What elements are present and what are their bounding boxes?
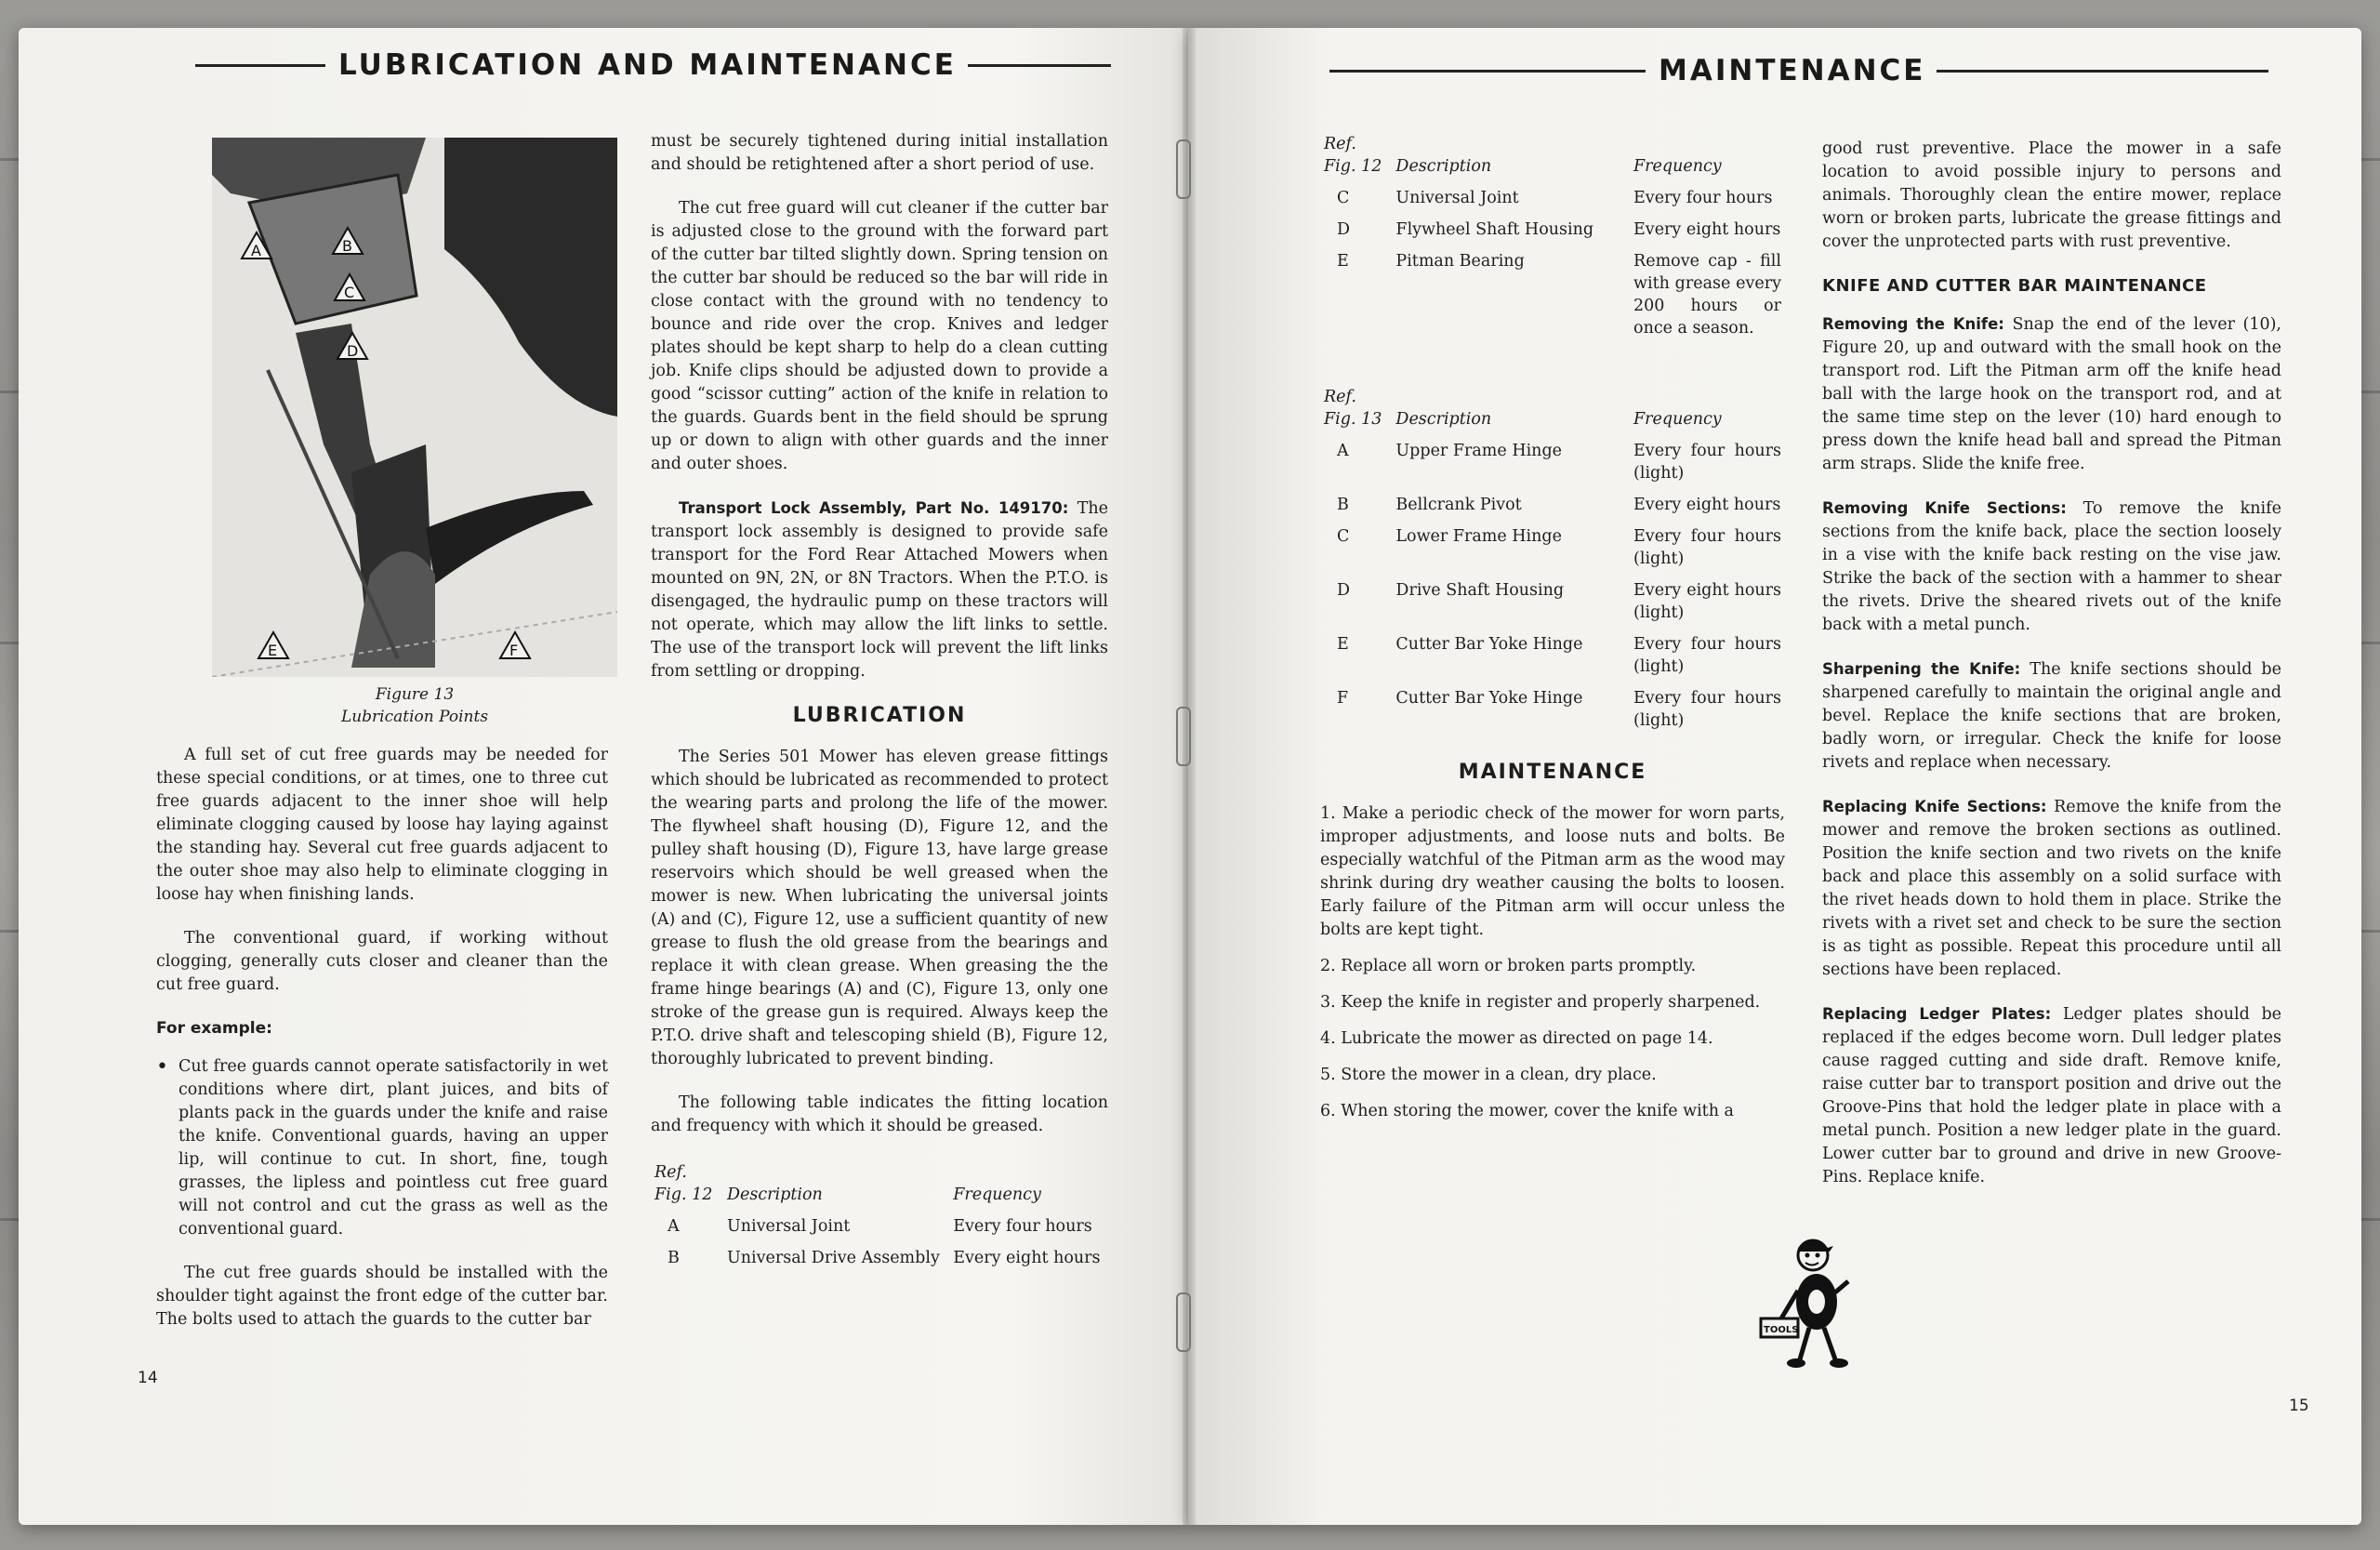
row-ref: F (1337, 689, 1349, 708)
table-row (1320, 630, 1785, 684)
row-frequency: Every eight hours (953, 1249, 1101, 1267)
ref-label: Ref. (1324, 388, 1356, 406)
table-header-row (651, 1159, 1108, 1212)
table-intro-paragraph: The following table indicates the fitting location and frequency with which it should be greased. (651, 1093, 1108, 1135)
maintenance-heading: MAINTENANCE (1458, 761, 1647, 784)
table-row (1320, 437, 1785, 491)
row-ref: E (1337, 635, 1349, 654)
row-description: Upper Frame Hinge (1395, 442, 1563, 460)
row-frequency: Every four hours (light) (1633, 527, 1781, 568)
replacing-ledger-text: Ledger plates should be replaced if the edges become worn. Dull ledger plates cause ragged cutting and side draft. Remove knife, raise cutter bar to transport position and drive out the Groove-Pins that hold the ledger plate in place with a metal punch. Position a new ledger plate in the guard. Lower cutter bar to ground and drive in new Groove-Pins. Replace knife. (1822, 1005, 2281, 1186)
example-bullet: • Cut free guards cannot operate satisfactorily in wet conditions where dirt, plant juices, and bits of plants pack in the guards under the knife and raise the knife. Conventional guards, having an upper lip, will continue to cut. In short, fine, tough grasses, the lipless and pointless cut free guard will not control and cut the grass as well as the conventional guard. (156, 1055, 608, 1241)
row-description: Drive Shaft Housing (1395, 581, 1565, 600)
cutter-bar-adjustment-paragraph: The cut free guard will cut cleaner if the cutter bar is adjusted close to the ground with the forward part of the cutter bar tilted slightly down. Spring tension on the cutter bar should be reduced so the bar will ride in close contact with the ground with no tendency to bounce and ride over the crop. Knives and ledger plates should be kept sharp to help do a clean cutting job. Knife clips should be adjusted down to provide a good “scissor cutting” action of the knife in relation to the guards. Guards bent in the field should be sprung up or down to align with other guards and the inner and outer shoes. (651, 199, 1108, 473)
svg-text:C: C (344, 284, 355, 301)
row-frequency: Every four hours (light) (1633, 442, 1781, 483)
table-header-row (1320, 383, 1785, 437)
maintenance-item: 5. Store the mower in a clean, dry place. (1320, 1066, 1657, 1084)
table-row (1320, 216, 1785, 247)
ref-label: Ref. (654, 1163, 687, 1182)
maintenance-item: 2. Replace all worn or broken parts promptly. (1320, 957, 1697, 975)
description-column-header: Description (1395, 157, 1492, 176)
left-page-header (195, 48, 1111, 82)
storage-paragraph: good rust preventive. Place the mower in a safe location to avoid possible injury to persons and animals. Thoroughly clean the entire mower, replace worn or broken parts, lubricate the grease fittings and cover the unprotected parts with rust preventive. (1822, 139, 2281, 251)
sharpening-paragraph (1822, 657, 2281, 775)
row-description: Cutter Bar Yoke Hinge (1395, 635, 1583, 654)
maintenance-item: 3. Keep the knife in register and properly sharpened. (1320, 993, 1761, 1012)
table-row (1320, 523, 1785, 576)
row-ref: D (1337, 220, 1351, 239)
conventional-guard-paragraph: The conventional guard, if working without clogging, generally cuts closer and cleaner than the cut free guard. (156, 929, 608, 994)
cut-free-guards-paragraph: A full set of cut free guards may be needed for these special conditions, or at times, one to three cut free guards adjacent to the inner shoe will help eliminate clogging caused by loose hay laying against the standing hay. Several cut free guards adjacent to the outer shoe may also help to eliminate clogging in loose hay when finishing lands. (156, 746, 608, 904)
fig12-lubrication-table-part1 (651, 1159, 1108, 1276)
frequency-column-header: Frequency (1633, 410, 1722, 429)
replacing-sections-text: Remove the knife from the mower and remove the broken sections as outlined. Position the knife section and two rivets on the knife back and place this assembly on a solid surface with the rivet heads down to hold them in place. Strike the rivets with a rivet set and check to be sure the section is as tight as possible. Repeat this procedure until all sections have been replaced. (1822, 798, 2281, 979)
figure-caption-number: Figure 13 (375, 685, 455, 704)
mascot-tools-label: TOOLS (1764, 1325, 1799, 1335)
installation-paragraph: The cut free guards should be installed with the shoulder tight against the front edge of the cutter bar. The bolts used to attach the guards to the cutter bar (156, 1264, 608, 1329)
svg-text:E: E (268, 642, 278, 659)
row-description: Universal Drive Assembly (727, 1249, 940, 1267)
row-frequency: Remove cap - fill with grease every 200 hours or once a season. (1633, 252, 1781, 338)
transport-lock-text: The transport lock assembly is designed to provide safe transport for the Ford Rear Attached Mowers when mounted on 9N, 2N, or 8N Tractors. When the P.T.O. is disengaged, the hydraulic pump on these tractors will not operate, which may allow the lift links to settle. The use of the transport lock will prevent the lift links from settling or dropping. (651, 499, 1108, 681)
row-frequency: Every four hours (light) (1633, 635, 1781, 676)
row-frequency: Every eight hours (1633, 220, 1781, 239)
transport-lock-paragraph (651, 497, 1108, 683)
removing-knife-title: Removing the Knife: (1822, 315, 2004, 333)
replacing-sections-title: Replacing Knife Sections: (1822, 798, 2047, 815)
maintenance-item: 4. Lubricate the mower as directed on page 14. (1320, 1029, 1713, 1048)
binding-staple-middle (1176, 707, 1191, 766)
maintenance-item: 6. When storing the mower, cover the knife with a (1320, 1102, 1734, 1120)
row-description: Universal Joint (1395, 189, 1519, 207)
fig-label: Fig. 12 (1324, 157, 1382, 176)
row-ref: E (1337, 252, 1349, 271)
removing-knife-paragraph (1822, 312, 2281, 476)
row-ref: B (668, 1249, 680, 1267)
replacing-ledger-paragraph (1822, 1002, 2281, 1189)
description-column-header: Description (1395, 410, 1492, 429)
table-row (1320, 247, 1785, 346)
row-ref: C (1337, 189, 1350, 207)
right-page-header (1329, 54, 2268, 87)
replacing-sections-paragraph (1822, 795, 2281, 982)
removing-knife-text: Snap the end of the lever (10), Figure 20, up and outward with the small hook on the transport rod. Lift the Pitman arm off the knife head ball with the large hook on the transport rod, and at the same time step on the lever (10) hard enough to press down the knife head ball and spread the Pitman arm straps. Slide the knife free. (1822, 315, 2281, 473)
left-column-2 (651, 130, 1108, 1276)
removing-sections-paragraph (1822, 497, 2281, 637)
ref-column-header (1320, 383, 1392, 437)
left-column-1 (156, 744, 608, 1352)
removing-sections-text: To remove the knife sections from the knife back, place the section loosely in a vise with the knife back resting on the vise jaw. Strike the back of the section with a hammer to shear the rivets. Drive the sheared rivets out of the knife back with a metal punch. (1822, 499, 2281, 634)
right-column-1 (1320, 130, 1785, 1136)
knife-cutter-bar-heading: KNIFE AND CUTTER BAR MAINTENANCE (1822, 276, 2207, 296)
table-row (1320, 576, 1785, 630)
tools-mascot-illustration (1759, 1235, 1861, 1372)
table-header-row (1320, 130, 1785, 184)
removing-sections-title: Removing Knife Sections: (1822, 499, 2067, 517)
sharpening-text: The knife sections should be sharpened carefully to maintain the original angle and bevel. Replace the knife sections that are broken, badly worn, or irregular. Check the knife for loose rivets and replace when necessary. (1822, 660, 2281, 772)
row-ref: C (1337, 527, 1350, 546)
table-row (1320, 491, 1785, 523)
binding-staple-bottom (1176, 1292, 1191, 1352)
transport-lock-title: Transport Lock Assembly, Part No. 149170: (679, 499, 1069, 517)
description-column-header: Description (727, 1186, 823, 1204)
row-description: Lower Frame Hinge (1395, 527, 1562, 546)
figure-13-caption (212, 683, 617, 728)
right-column-2 (1822, 138, 2281, 1210)
row-description: Flywheel Shaft Housing (1395, 220, 1594, 239)
svg-text:B: B (342, 237, 352, 255)
frequency-column-header: Frequency (953, 1186, 1041, 1204)
fig13-lubrication-table (1320, 383, 1785, 738)
lubrication-heading: LUBRICATION (792, 704, 967, 727)
fig12-lubrication-table-part2 (1320, 130, 1785, 346)
row-ref: A (668, 1217, 680, 1236)
for-example-label: For example: (156, 1019, 272, 1038)
row-description: Pitman Bearing (1395, 252, 1525, 271)
svg-text:F: F (509, 642, 519, 659)
svg-text:A: A (251, 242, 261, 259)
row-frequency: Every four hours (1633, 189, 1773, 207)
right-page-number: 15 (2289, 1397, 2309, 1415)
table-row (651, 1244, 1108, 1276)
maintenance-item: 1. Make a periodic check of the mower for worn parts, improper adjustments, and loose nuts and bolts. Be especially watchful of the Pitman arm as the wood may shrink during dry weather causing the bolts to loosen. Early failure of the Pitman arm will occur unless the bolts are kept tight. (1320, 804, 1785, 939)
row-description: Cutter Bar Yoke Hinge (1395, 689, 1583, 708)
sharpening-title: Sharpening the Knife: (1822, 660, 2021, 678)
row-ref: B (1337, 496, 1349, 514)
row-frequency: Every four hours (953, 1217, 1092, 1236)
table-row (1320, 184, 1785, 216)
row-ref: A (1337, 442, 1349, 460)
row-frequency: Every eight hours (light) (1633, 581, 1781, 622)
figure-caption-title: Lubrication Points (340, 708, 489, 726)
fig-label: Fig. 13 (1324, 410, 1382, 429)
svg-text:D: D (347, 342, 359, 360)
fig-label: Fig. 12 (654, 1186, 713, 1204)
left-page-number: 14 (138, 1369, 158, 1387)
left-header-title: LUBRICATION AND MAINTENANCE (338, 48, 957, 82)
row-frequency: Every eight hours (1633, 496, 1781, 514)
table-row (651, 1212, 1108, 1244)
bolt-tightening-paragraph: must be securely tightened during initial installation and should be retightened after a short period of use. (651, 132, 1108, 174)
binding-staple-top (1176, 139, 1191, 199)
row-description: Bellcrank Pivot (1395, 496, 1522, 514)
row-frequency: Every four hours (light) (1633, 689, 1781, 730)
lubrication-paragraph: The Series 501 Mower has eleven grease fittings which should be lubricated as recommended to protect the wearing parts and prolong the life of the mower. The flywheel shaft housing (D), Figure 12, and the pulley shaft housing (D), Figure 13, have large grease reservoirs which should be well greased when the mower is new. When lubricating the universal joints (A) and (C), Figure 12, use a sufficient quantity of new grease to flush the old grease from the bearings and replace it with clean grease. When greasing the the frame hinge bearings (A) and (C), Figure 13, only one stroke of the grease gun is required. Always keep the P.T.O. drive shaft and telescoping shield (B), Figure 12, thoroughly lubricated to prevent binding. (651, 748, 1108, 1068)
ref-column-header (651, 1159, 723, 1212)
frequency-column-header: Frequency (1633, 157, 1722, 176)
figure-13-mower-illustration (212, 138, 617, 677)
right-header-title: MAINTENANCE (1659, 54, 1926, 87)
replacing-ledger-title: Replacing Ledger Plates: (1822, 1005, 2052, 1023)
ref-column-header (1320, 130, 1392, 184)
row-description: Universal Joint (727, 1217, 851, 1236)
table-row (1320, 684, 1785, 738)
row-ref: D (1337, 581, 1351, 600)
ref-label: Ref. (1324, 135, 1356, 153)
